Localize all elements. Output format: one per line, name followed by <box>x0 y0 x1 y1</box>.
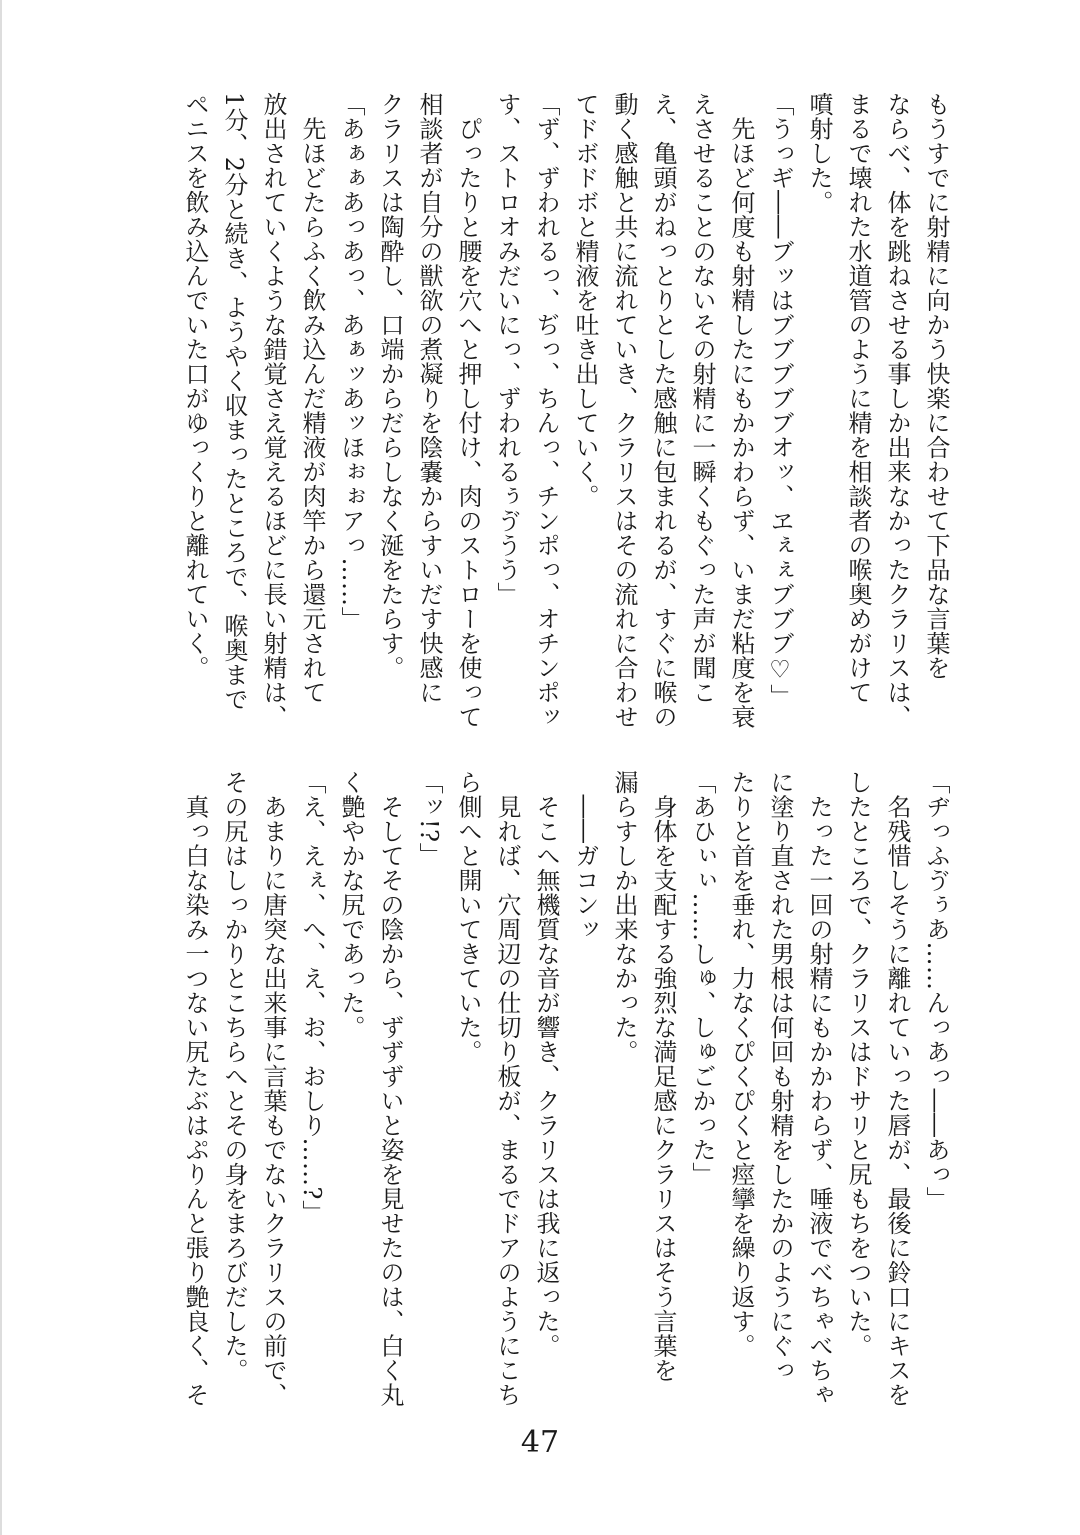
text-column: もうすでに射精に向かう快楽に合わせて下品な言葉を <box>922 92 950 680</box>
text-column: 相談者が自分の獣欲の煮凝りを陰嚢からすいだす快感に <box>415 92 443 705</box>
text-column: 漏らすしか出来なかった。 <box>610 770 638 1064</box>
text-column: 「あぁぁあっあっ、あぁッあッほぉぉアっ……」 <box>337 92 365 631</box>
text-column: てドボドボと精液を吐き出していく。 <box>571 92 599 509</box>
text-column: 「ず、ずわれるっ、ぢっ、ちんっ、チンポっ、オチンポッ <box>532 92 560 729</box>
text-column: たった一回の射精にもかかわらず、唾液でべちゃべちゃ <box>805 770 833 1407</box>
text-column: 先ほど何度も射精したにもかかわらず、いまだ粘度を衰 <box>727 92 755 729</box>
text-column: に塗り直された男根は何回も射精をしたかのようにぐっ <box>766 770 794 1383</box>
text-column: え、亀頭がねっとりとした感触に包まれるが、すぐに喉の <box>649 92 677 729</box>
text-column: 噴射した。 <box>805 92 833 215</box>
text-column: す、ストロオみだいにっ、ずわれるぅゔうう」 <box>493 92 521 607</box>
text-column: ペニスを飲み込んでいた口がゆっくりと離れていく。 <box>181 92 209 680</box>
text-column: 真っ白な染み一つない尻たぶはぷりんと張り艶良く、そ <box>181 770 209 1407</box>
text-block-bottom <box>155 770 955 1407</box>
text-block-top <box>155 92 955 729</box>
text-column: あまりに唐突な出来事に言葉もでないクラリスの前で、 <box>259 770 287 1407</box>
text-column: そしてその陰から、ずずずいと姿を見せたのは、白く丸 <box>376 770 404 1407</box>
text-column: 「え、えぇ、へ、え、お、おしり……?」 <box>298 770 326 1225</box>
text-column: 動く感触と共に流れていき、クラリスはその流れに合わせ <box>610 92 638 729</box>
text-column: 放出されていくような錯覚さえ覚えるほどに長い射精は、 <box>259 92 287 729</box>
text-column: 名残惜しそうに離れていった唇が、最後に鈴口にキスを <box>883 770 911 1407</box>
text-column: えさせることのないその射精に一瞬くもぐった声が聞こ <box>688 92 716 705</box>
text-column: 見れば、穴周辺の仕切り板が、まるでドアのようにこち <box>493 770 521 1407</box>
text-column: 身体を支配する強烈な満足感にクラリスはそう言葉を <box>649 770 677 1383</box>
text-column: 1分、2分と続き、ようやく収まったところで、喉奥まで <box>220 92 248 712</box>
page-edge <box>0 0 2 1535</box>
text-column: その尻はしっかりとこちらへとその身をまろびだした。 <box>220 770 248 1383</box>
text-column: ぴったりと腰を穴へと押し付け、肉のストローを使って <box>454 92 482 729</box>
text-column: ら側へと開いてきていた。 <box>454 770 482 1064</box>
text-column: 「あひぃぃ……しゅ、しゅごかった」 <box>688 770 716 1187</box>
text-column: したところで、クラリスはドサリと尻もちをついた。 <box>844 770 872 1358</box>
text-column: まるで壊れた水道管のように精を相談者の喉奥めがけて <box>844 92 872 705</box>
text-column: 「ヂっふゔぅあ……んっあっ――あっ」 <box>922 770 950 1211</box>
text-column: そこへ無機質な音が響き、クラリスは我に返った。 <box>532 770 560 1358</box>
text-column: 先ほどたらふく飲み込んだ精液が肉竿から還元されて <box>298 92 326 705</box>
text-column: ――ガコンッ <box>571 770 599 942</box>
text-column: 「ッ!?」 <box>415 770 443 868</box>
text-column: たりと首を垂れ、力なくぴくぴくと痙攣を繰り返す。 <box>727 770 755 1358</box>
text-column: く艶やかな尻であった。 <box>337 770 365 1040</box>
text-column: 「うっギ――ブッはブブブブブオッ、ヱぇぇブブブ♡」 <box>766 92 794 709</box>
text-column: クラリスは陶酔し、口端からだらしなく涎をたらす。 <box>376 92 404 680</box>
text-column: ならべ、体を跳ねさせる事しか出来なかったクラリスは、 <box>883 92 911 729</box>
page-number: 47 <box>520 1425 560 1460</box>
